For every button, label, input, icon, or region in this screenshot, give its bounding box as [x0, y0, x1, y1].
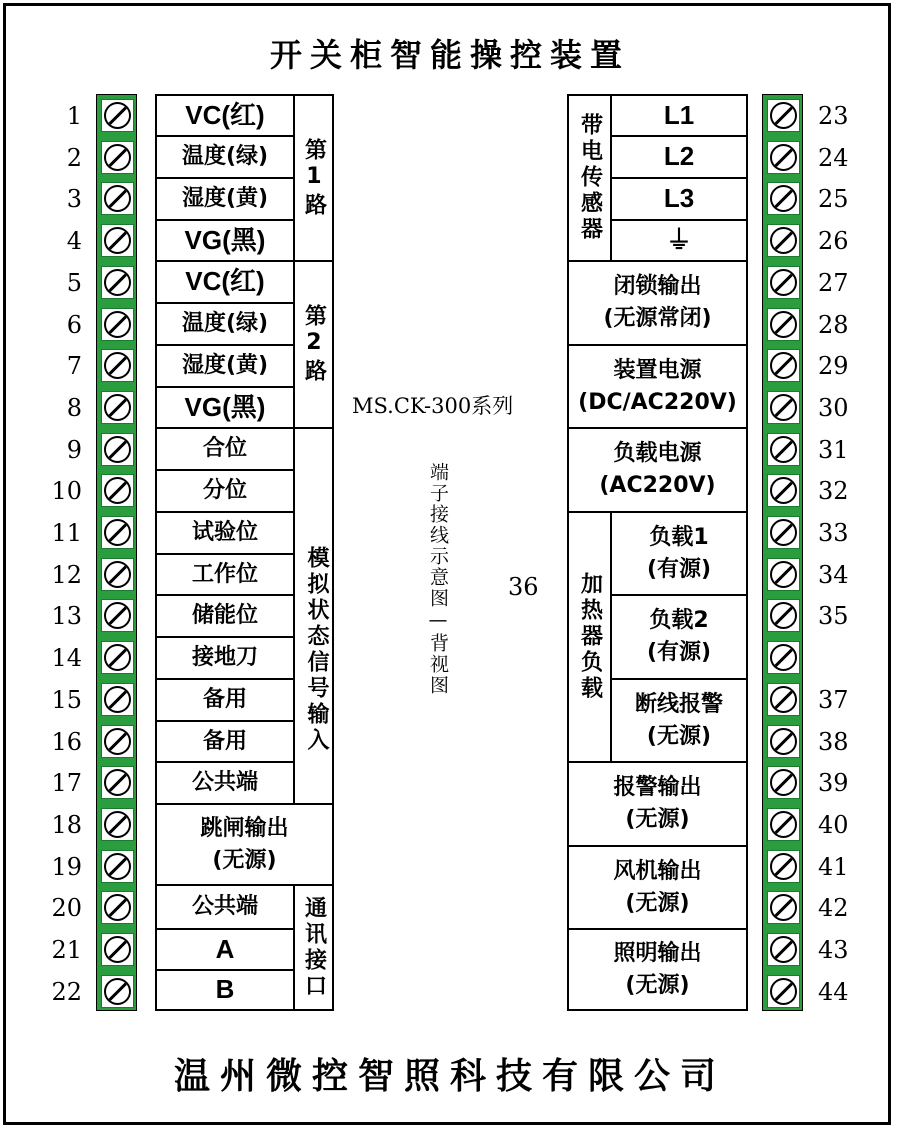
terminal-label-3: 湿度(黄): [155, 177, 295, 221]
terminal-number: 6: [66, 310, 82, 339]
terminal-screw-icon: [767, 641, 800, 674]
terminal-label-load-1: 负载1 (有源): [610, 511, 748, 596]
terminal-label-trip-output: 跳闸输出 (无源): [155, 803, 334, 886]
terminal-label-device-power: 装置电源 (DC/AC220V): [567, 344, 748, 429]
terminal-screw-icon: [101, 182, 134, 215]
terminal-screw-icon: [101, 141, 134, 174]
group-label-comm-port: 通讯接口: [293, 884, 334, 1011]
terminal-label-20: 公共端: [155, 884, 295, 930]
terminal-label-15: 备用: [155, 678, 295, 722]
terminal-screw-icon: [767, 850, 800, 883]
terminal-screw-icon: [767, 308, 800, 341]
terminal-number: 5: [66, 268, 82, 297]
group-label-live-sensor: 带电传感器: [567, 94, 612, 262]
terminal-number: 41: [818, 852, 849, 881]
terminal-number: 31: [818, 435, 849, 464]
terminal-screw-icon: [767, 933, 800, 966]
group-label-channel-2: 第2路: [293, 260, 334, 429]
terminal-label-9: 合位: [155, 427, 295, 471]
terminal-screw-icon: [101, 308, 134, 341]
terminal-screw-icon: [767, 391, 800, 424]
terminal-screw-icon: [767, 99, 800, 132]
terminal-label-load-2: 负载2 (有源): [610, 594, 748, 680]
terminal-number: 2: [66, 143, 82, 172]
terminal-label-4: VG(黑): [155, 219, 295, 262]
terminal-label-25: L3: [610, 177, 748, 221]
terminal-number: 11: [51, 519, 82, 547]
terminal-number: 21: [51, 936, 82, 964]
terminal-screw-icon: [767, 808, 800, 841]
terminal-number: 19: [51, 852, 82, 881]
terminal-screw-icon: [767, 891, 800, 924]
terminal-number: 38: [818, 727, 849, 756]
terminal-number: 16: [51, 727, 82, 756]
left-terminal-strip: [96, 94, 137, 1011]
terminal-label-load-power: 负载电源 (AC220V): [567, 427, 748, 513]
terminal-screw-icon: [767, 725, 800, 758]
terminal-label-alarm-output: 报警输出 (无源): [567, 761, 748, 847]
terminal-number: 17: [51, 769, 82, 798]
terminal-screw-icon: [101, 933, 134, 966]
terminal-number: 12: [51, 560, 82, 589]
terminal-label-10: 分位: [155, 469, 295, 513]
group-label-analog-inputs: 模拟状态信号输入: [293, 427, 334, 805]
terminal-screw-icon: [767, 766, 800, 799]
terminal-screw-icon: [767, 683, 800, 716]
terminal-label-lock-output: 闭锁输出 (无源常闭): [567, 260, 748, 346]
terminal-screw-icon: [101, 683, 134, 716]
terminal-number: 32: [818, 477, 849, 506]
terminal-number: 15: [51, 685, 82, 714]
terminal-screw-icon: [101, 224, 134, 257]
terminal-label-light-output: 照明输出 (无源): [567, 928, 748, 1011]
terminal-label-2: 温度(绿): [155, 135, 295, 179]
terminal-screw-icon: [767, 349, 800, 382]
terminal-number: 33: [818, 519, 849, 547]
terminal-screw-icon: [101, 349, 134, 382]
terminal-screw-icon: [101, 516, 134, 549]
terminal-screw-icon: [101, 474, 134, 507]
terminal-screw-icon: [101, 766, 134, 799]
terminal-number: 26: [818, 227, 849, 256]
terminal-label-21: A: [155, 928, 295, 971]
terminal-label-break-alarm: 断线报警 (无源): [610, 678, 748, 763]
terminal-number: 9: [66, 435, 82, 464]
terminal-number: 39: [818, 769, 849, 798]
terminal-number: 37: [818, 685, 849, 714]
terminal-number: 20: [51, 894, 82, 923]
terminal-number: 22: [51, 977, 82, 1006]
terminal-label-12: 工作位: [155, 553, 295, 596]
terminal-number: 3: [66, 185, 82, 214]
terminal-number: 28: [818, 310, 849, 339]
terminal-label-7: 湿度(黄): [155, 344, 295, 388]
terminal-screw-icon: [101, 599, 134, 632]
terminal-number: 24: [818, 143, 849, 172]
terminal-screw-icon: [767, 516, 800, 549]
terminal-screw-icon: [101, 266, 134, 299]
terminal-screw-icon: [767, 558, 800, 591]
terminal-label-6: 温度(绿): [155, 302, 295, 346]
terminal-screw-icon: [767, 266, 800, 299]
terminal-number: 7: [66, 352, 82, 381]
terminal-screw-icon: [101, 725, 134, 758]
terminal-screw-icon: [101, 641, 134, 674]
terminal-label-1: VC(红): [155, 94, 295, 137]
terminal-screw-icon: [767, 182, 800, 215]
terminal-screw-icon: [767, 224, 800, 257]
right-terminal-strip: [762, 94, 803, 1011]
terminal-number: 10: [51, 477, 82, 506]
terminal-screw-icon: [101, 391, 134, 424]
terminal-number: 29: [818, 352, 849, 381]
terminal-number: [818, 638, 858, 678]
terminal-screw-icon: [767, 599, 800, 632]
terminal-number: 13: [51, 602, 82, 631]
terminal-screw-icon: [101, 558, 134, 591]
terminal-number: 43: [818, 936, 849, 964]
group-label-channel-1: 第1路: [293, 94, 334, 262]
terminal-number: 35: [818, 602, 849, 631]
terminal-number: 1: [66, 102, 82, 130]
terminal-label-14: 接地刀: [155, 636, 295, 680]
terminal-label-fan-output: 风机输出 (无源): [567, 845, 748, 930]
terminal-label-24: L2: [610, 135, 748, 179]
terminal-number: 27: [818, 268, 849, 297]
terminal-screw-icon: [101, 808, 134, 841]
terminal-number: 34: [818, 560, 849, 589]
terminal-number: 23: [818, 102, 849, 130]
page-title: 开关柜智能操控装置: [269, 36, 630, 74]
terminal-screw-icon: [767, 975, 800, 1008]
terminal-label-23: L1: [610, 94, 748, 137]
terminal-number: 40: [818, 810, 849, 839]
terminal-number: 14: [51, 644, 82, 673]
terminal-number: 4: [66, 227, 82, 256]
terminal-number: 42: [818, 894, 849, 923]
terminal-number: 25: [818, 185, 849, 214]
model-name: MS.CK-300系列: [352, 394, 514, 418]
terminal-number: 44: [818, 977, 849, 1006]
terminal-screw-icon: [101, 433, 134, 466]
terminal-label-8: VG(黑): [155, 386, 295, 429]
terminal-label-11: 试验位: [155, 511, 295, 555]
terminal-screw-icon: [101, 99, 134, 132]
group-label-heater-load: 加热器负载: [567, 511, 612, 763]
terminal-label-16: 备用: [155, 720, 295, 763]
terminal-number: 30: [818, 393, 849, 422]
terminal-number: 18: [51, 810, 82, 839]
terminal-label-17: 公共端: [155, 761, 295, 805]
diagram-caption: 端子接线示意图—背视图: [427, 462, 449, 696]
ground-icon: ⏚: [610, 219, 748, 262]
terminal-screw-icon: [767, 474, 800, 507]
terminal-screw-icon: [767, 433, 800, 466]
terminal-screw-icon: [101, 891, 134, 924]
terminal-screw-icon: [767, 141, 800, 174]
terminal-screw-icon: [101, 850, 134, 883]
center-number: 36: [508, 573, 539, 601]
terminal-label-5: VC(红): [155, 260, 295, 304]
terminal-label-22: B: [155, 969, 295, 1011]
terminal-number: 8: [66, 393, 82, 422]
company-name: 温州微控智照科技有限公司: [173, 1056, 726, 1097]
terminal-screw-icon: [101, 975, 134, 1008]
terminal-label-13: 储能位: [155, 594, 295, 638]
